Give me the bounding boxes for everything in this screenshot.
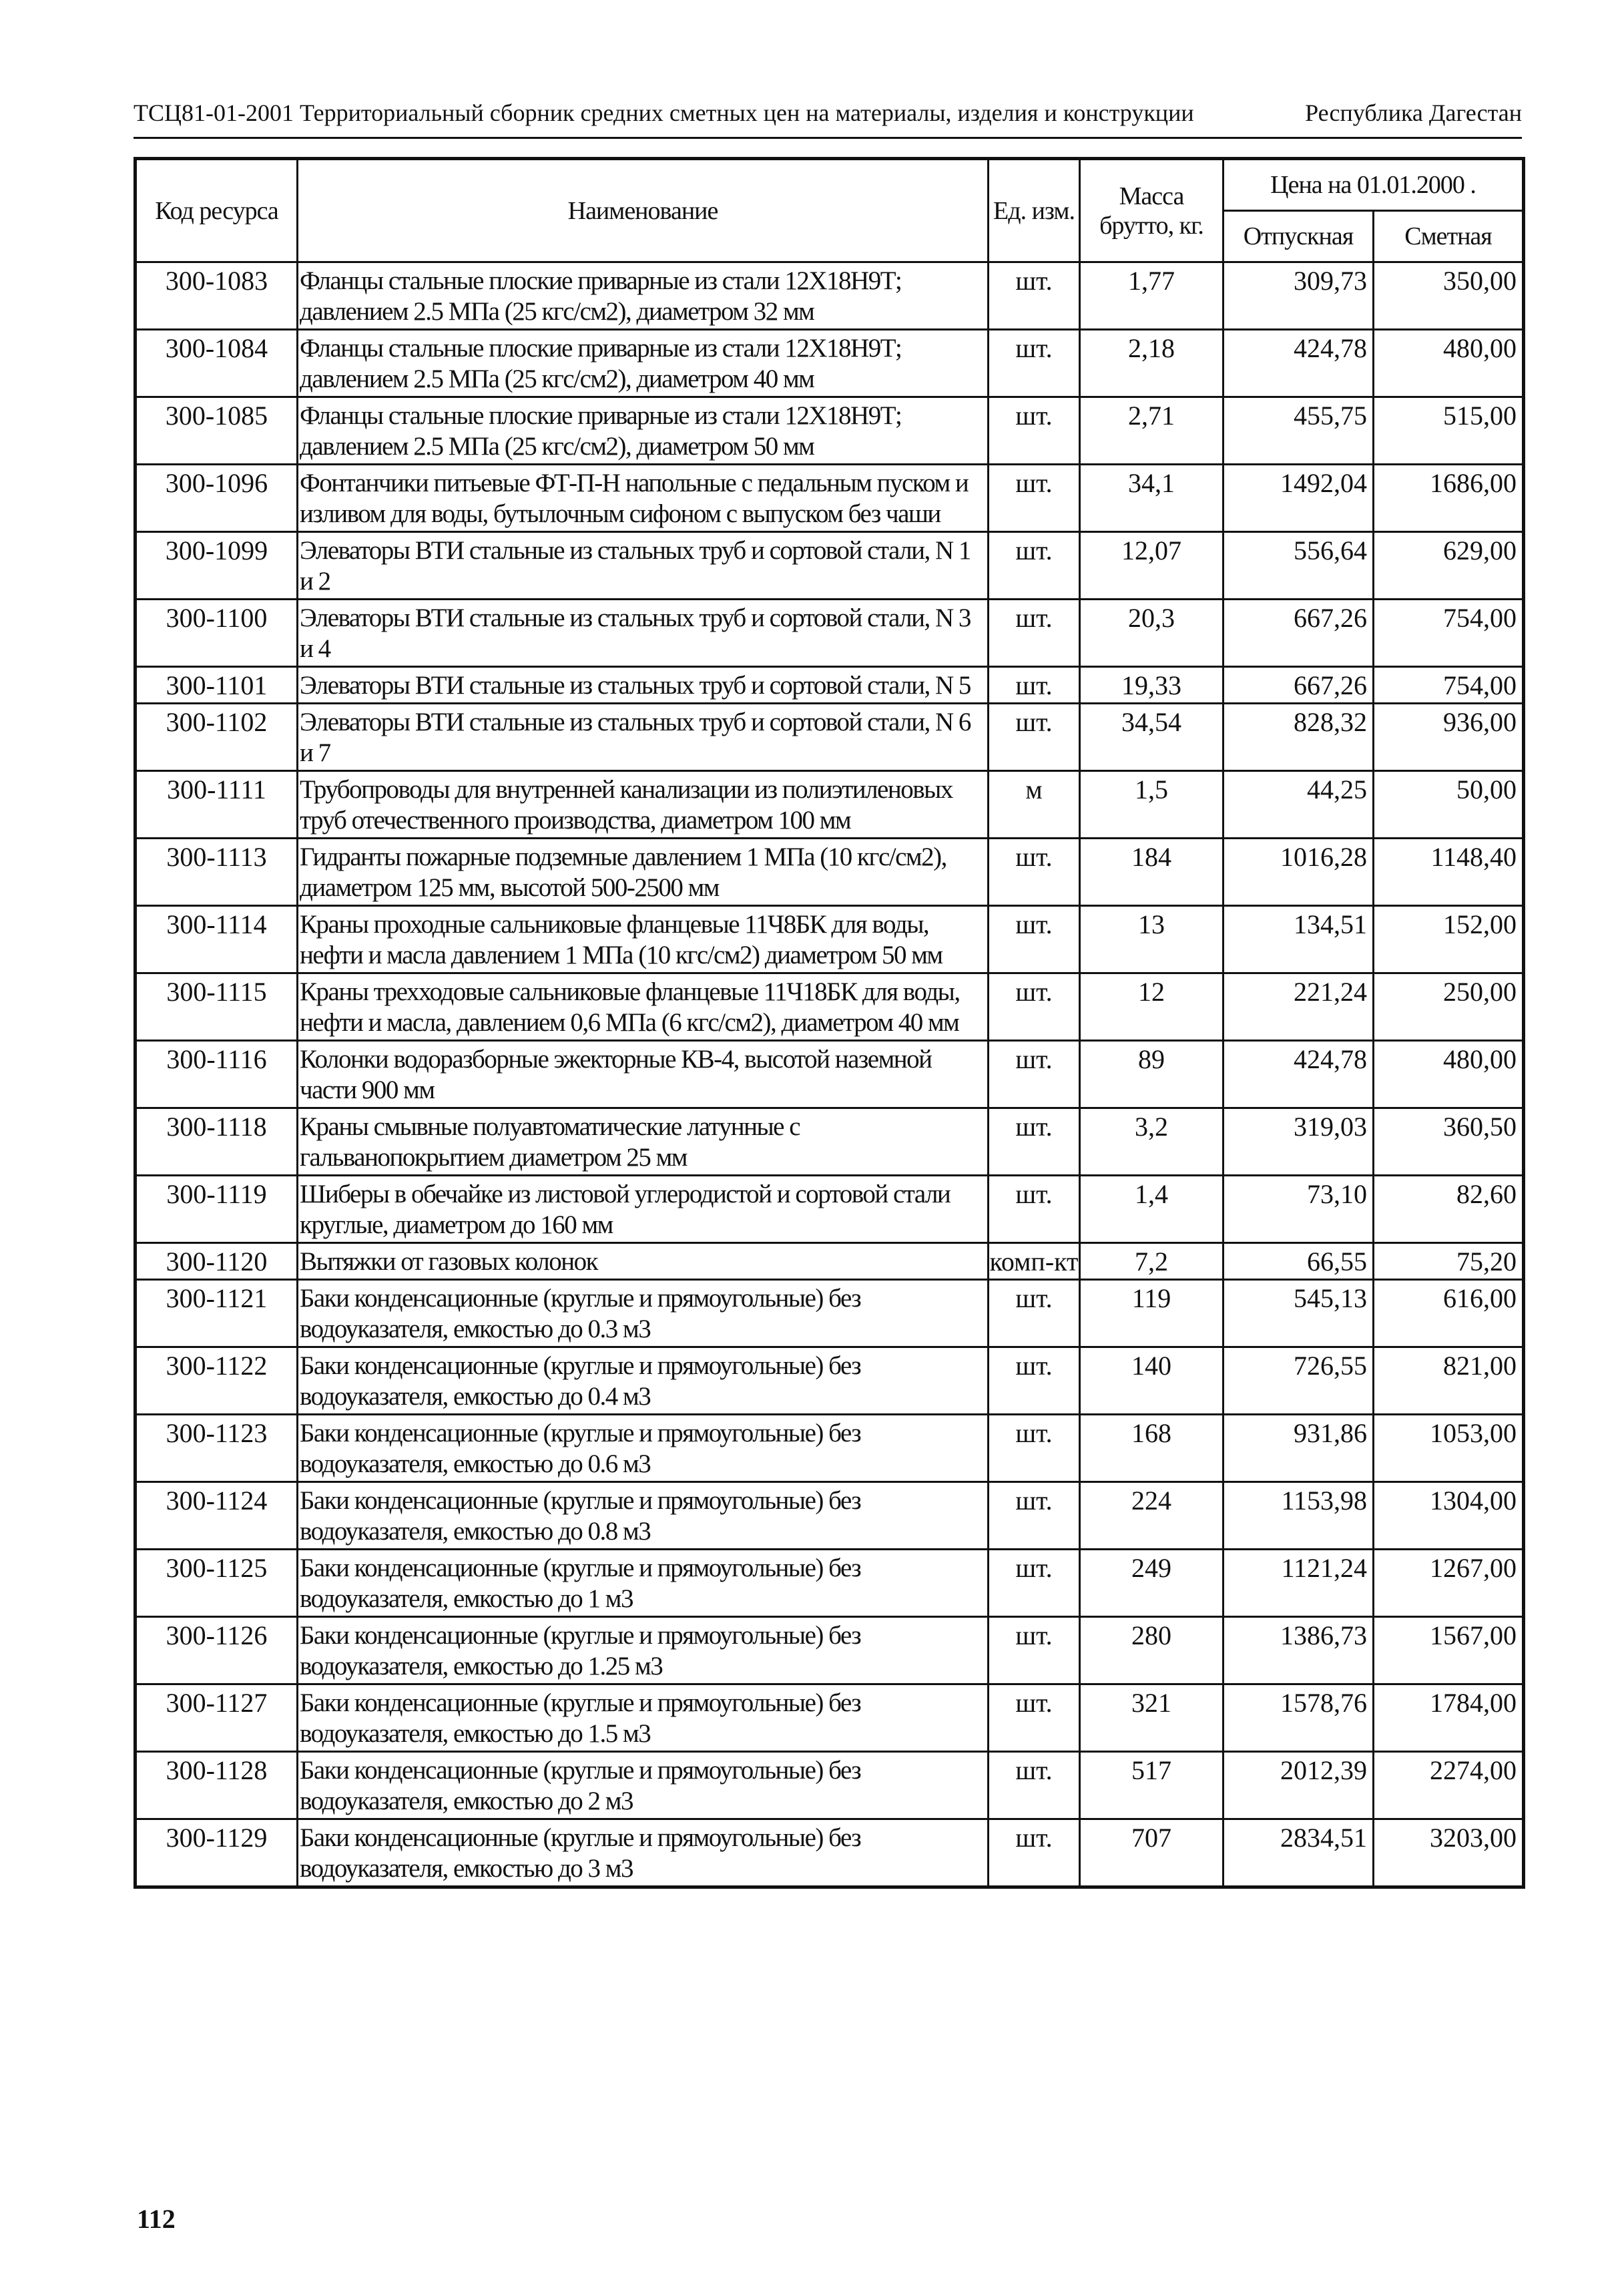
price-table-container [133,157,1522,1889]
cell-code: 300-1124 [136,1482,298,1550]
table-row [136,667,1524,704]
cell-unit: м [989,771,1080,839]
cell-code: 300-1115 [136,973,298,1041]
page-number: 112 [137,2204,176,2234]
cell-mass: 517 [1080,1752,1224,1819]
cell-mass: 12 [1080,973,1224,1041]
column-header-code: Код ресурса [136,159,298,262]
cell-release-price: 667,26 [1224,600,1374,667]
table-row [136,839,1524,906]
cell-name: Элеваторы ВТИ стальные из стальных труб и сортовой стали, N 3 и 4 [298,600,989,667]
cell-release-price: 424,78 [1224,330,1374,397]
price-table [133,157,1525,1889]
cell-unit: шт. [989,1819,1080,1887]
cell-name: Баки конденсационные (круглые и прямоугольные) без водоуказателя, емкостью до 0.4 м3 [298,1347,989,1415]
cell-release-price: 2834,51 [1224,1819,1374,1887]
cell-code: 300-1111 [136,771,298,839]
cell-unit: шт. [989,1617,1080,1684]
cell-code: 300-1121 [136,1280,298,1347]
cell-mass: 7,2 [1080,1243,1224,1280]
cell-mass: 1,4 [1080,1176,1224,1243]
table-row [136,532,1524,600]
table-row [136,1550,1524,1617]
cell-code: 300-1100 [136,600,298,667]
cell-code: 300-1113 [136,839,298,906]
cell-mass: 34,1 [1080,465,1224,532]
cell-release-price: 44,25 [1224,771,1374,839]
cell-name: Баки конденсационные (круглые и прямоугольные) без водоуказателя, емкостью до 0.3 м3 [298,1280,989,1347]
cell-code: 300-1116 [136,1041,298,1108]
cell-unit: комп-кт [989,1243,1080,1280]
cell-unit: шт. [989,1550,1080,1617]
cell-mass: 2,18 [1080,330,1224,397]
cell-release-price: 66,55 [1224,1243,1374,1280]
cell-mass: 3,2 [1080,1108,1224,1176]
cell-code: 300-1127 [136,1684,298,1752]
cell-release-price: 1121,24 [1224,1550,1374,1617]
cell-name: Вытяжки от газовых колонок [298,1243,989,1280]
cell-name: Шиберы в обечайке из листовой углеродистой и сортовой стали круглые, диаметром до 160 мм [298,1176,989,1243]
cell-mass: 184 [1080,839,1224,906]
cell-code: 300-1123 [136,1415,298,1482]
cell-unit: шт. [989,1108,1080,1176]
cell-name: Колонки водоразборные эжекторные КВ-4, высотой наземной части 900 мм [298,1041,989,1108]
cell-name: Элеваторы ВТИ стальные из стальных труб и сортовой стали, N 5 [298,667,989,704]
cell-mass: 2,71 [1080,397,1224,465]
column-header-name: Наименование [298,159,989,262]
cell-estimate-price: 754,00 [1374,667,1524,704]
table-row [136,465,1524,532]
column-header-estimate-price: Сметная [1374,211,1524,262]
cell-mass: 19,33 [1080,667,1224,704]
cell-release-price: 134,51 [1224,906,1374,973]
column-header-price: Цена на 01.01.2000 . [1224,159,1524,211]
cell-name: Гидранты пожарные подземные давлением 1 МПа (10 кгс/см2), диаметром 125 мм, высотой 500-2500 мм [298,839,989,906]
cell-release-price: 424,78 [1224,1041,1374,1108]
table-row [136,1108,1524,1176]
cell-unit: шт. [989,973,1080,1041]
cell-estimate-price: 50,00 [1374,771,1524,839]
cell-release-price: 1016,28 [1224,839,1374,906]
cell-code: 300-1119 [136,1176,298,1243]
cell-release-price: 1153,98 [1224,1482,1374,1550]
cell-name: Баки конденсационные (круглые и прямоугольные) без водоуказателя, емкостью до 0.8 м3 [298,1482,989,1550]
cell-release-price: 1492,04 [1224,465,1374,532]
table-row [136,330,1524,397]
cell-name: Баки конденсационные (круглые и прямоугольные) без водоуказателя, емкостью до 0.6 м3 [298,1415,989,1482]
cell-name: Фланцы стальные плоские приварные из стали 12Х18Н9Т; давлением 2.5 МПа (25 кгс/см2), диаметром 40 мм [298,330,989,397]
cell-unit: шт. [989,1752,1080,1819]
table-row [136,704,1524,771]
cell-unit: шт. [989,839,1080,906]
cell-name: Элеваторы ВТИ стальные из стальных труб и сортовой стали, N 6 и 7 [298,704,989,771]
cell-mass: 12,07 [1080,532,1224,600]
cell-estimate-price: 2274,00 [1374,1752,1524,1819]
header-divider [133,137,1522,139]
cell-name: Трубопроводы для внутренней канализации из полиэтиленовых труб отечественного производства, диаметром 100 мм [298,771,989,839]
cell-release-price: 667,26 [1224,667,1374,704]
table-row [136,973,1524,1041]
table-row [136,1684,1524,1752]
cell-code: 300-1083 [136,262,298,330]
cell-estimate-price: 515,00 [1374,397,1524,465]
cell-mass: 34,54 [1080,704,1224,771]
cell-mass: 119 [1080,1280,1224,1347]
cell-code: 300-1085 [136,397,298,465]
cell-unit: шт. [989,1684,1080,1752]
cell-estimate-price: 616,00 [1374,1280,1524,1347]
column-header-release-price: Отпускная [1224,211,1374,262]
cell-release-price: 73,10 [1224,1176,1374,1243]
cell-code: 300-1120 [136,1243,298,1280]
cell-mass: 707 [1080,1819,1224,1887]
cell-unit: шт. [989,465,1080,532]
cell-unit: шт. [989,1415,1080,1482]
cell-estimate-price: 754,00 [1374,600,1524,667]
cell-unit: шт. [989,397,1080,465]
table-row [136,906,1524,973]
cell-estimate-price: 1148,40 [1374,839,1524,906]
cell-code: 300-1129 [136,1819,298,1887]
cell-release-price: 931,86 [1224,1415,1374,1482]
table-row [136,1617,1524,1684]
cell-unit: шт. [989,704,1080,771]
cell-mass: 13 [1080,906,1224,973]
cell-unit: шт. [989,667,1080,704]
cell-mass: 1,77 [1080,262,1224,330]
table-row [136,262,1524,330]
cell-unit: шт. [989,532,1080,600]
cell-name: Фланцы стальные плоские приварные из стали 12Х18Н9Т; давлением 2.5 МПа (25 кгс/см2), диаметром 50 мм [298,397,989,465]
cell-code: 300-1114 [136,906,298,973]
cell-estimate-price: 1304,00 [1374,1482,1524,1550]
cell-mass: 20,3 [1080,600,1224,667]
column-header-mass: Масса брутто, кг. [1080,159,1224,262]
table-row [136,1482,1524,1550]
cell-code: 300-1128 [136,1752,298,1819]
table-row [136,1041,1524,1108]
cell-mass: 224 [1080,1482,1224,1550]
cell-estimate-price: 1567,00 [1374,1617,1524,1684]
cell-name: Баки конденсационные (круглые и прямоугольные) без водоуказателя, емкостью до 1.5 м3 [298,1684,989,1752]
header-region: Республика Дагестан [1305,99,1522,126]
cell-name: Краны проходные сальниковые фланцевые 11Ч8БК для воды, нефти и масла давлением 1 МПа (10 кгс/см2) диаметром 50 мм [298,906,989,973]
cell-name: Баки конденсационные (круглые и прямоугольные) без водоуказателя, емкостью до 3 м3 [298,1819,989,1887]
cell-unit: шт. [989,262,1080,330]
cell-code: 300-1126 [136,1617,298,1684]
table-row [136,1176,1524,1243]
cell-estimate-price: 629,00 [1374,532,1524,600]
cell-estimate-price: 250,00 [1374,973,1524,1041]
cell-release-price: 1386,73 [1224,1617,1374,1684]
cell-estimate-price: 1267,00 [1374,1550,1524,1617]
cell-code: 300-1084 [136,330,298,397]
column-header-unit: Ед. изм. [989,159,1080,262]
cell-unit: шт. [989,906,1080,973]
cell-estimate-price: 152,00 [1374,906,1524,973]
cell-name: Фонтанчики питьевые ФТ-П-Н напольные с педальным пуском и изливом для воды, бутылочным сифоном с выпуском без чаши [298,465,989,532]
cell-estimate-price: 936,00 [1374,704,1524,771]
cell-estimate-price: 360,50 [1374,1108,1524,1176]
cell-estimate-price: 1784,00 [1374,1684,1524,1752]
cell-release-price: 828,32 [1224,704,1374,771]
cell-unit: шт. [989,1041,1080,1108]
cell-mass: 1,5 [1080,771,1224,839]
cell-estimate-price: 3203,00 [1374,1819,1524,1887]
cell-mass: 168 [1080,1415,1224,1482]
cell-mass: 89 [1080,1041,1224,1108]
cell-mass: 249 [1080,1550,1224,1617]
table-row [136,1819,1524,1887]
cell-code: 300-1096 [136,465,298,532]
cell-name: Фланцы стальные плоские приварные из стали 12Х18Н9Т; давлением 2.5 МПа (25 кгс/см2), диаметром 32 мм [298,262,989,330]
table-row [136,1415,1524,1482]
table-row [136,1347,1524,1415]
table-row [136,1280,1524,1347]
cell-release-price: 545,13 [1224,1280,1374,1347]
cell-estimate-price: 821,00 [1374,1347,1524,1415]
cell-estimate-price: 350,00 [1374,262,1524,330]
cell-release-price: 455,75 [1224,397,1374,465]
cell-code: 300-1099 [136,532,298,600]
table-row [136,1243,1524,1280]
cell-estimate-price: 1686,00 [1374,465,1524,532]
cell-release-price: 2012,39 [1224,1752,1374,1819]
cell-unit: шт. [989,330,1080,397]
cell-name: Краны смывные полуавтоматические латунные с гальванопокрытием диаметром 25 мм [298,1108,989,1176]
cell-estimate-price: 480,00 [1374,1041,1524,1108]
cell-estimate-price: 480,00 [1374,330,1524,397]
cell-estimate-price: 1053,00 [1374,1415,1524,1482]
cell-code: 300-1118 [136,1108,298,1176]
cell-unit: шт. [989,1482,1080,1550]
cell-release-price: 726,55 [1224,1347,1374,1415]
cell-release-price: 309,73 [1224,262,1374,330]
cell-release-price: 1578,76 [1224,1684,1374,1752]
table-row [136,397,1524,465]
cell-name: Баки конденсационные (круглые и прямоугольные) без водоуказателя, емкостью до 2 м3 [298,1752,989,1819]
cell-name: Элеваторы ВТИ стальные из стальных труб и сортовой стали, N 1 и 2 [298,532,989,600]
cell-mass: 140 [1080,1347,1224,1415]
cell-unit: шт. [989,600,1080,667]
cell-mass: 280 [1080,1617,1224,1684]
table-body [136,262,1524,1887]
table-row [136,600,1524,667]
cell-unit: шт. [989,1347,1080,1415]
cell-release-price: 221,24 [1224,973,1374,1041]
page-header [133,99,1522,127]
cell-estimate-price: 82,60 [1374,1176,1524,1243]
cell-code: 300-1122 [136,1347,298,1415]
cell-release-price: 556,64 [1224,532,1374,600]
cell-code: 300-1101 [136,667,298,704]
cell-code: 300-1102 [136,704,298,771]
cell-name: Краны трехходовые сальниковые фланцевые 11Ч18БК для воды, нефти и масла, давлением 0,6 МПа (6 кгс/см2), диаметром 40 мм [298,973,989,1041]
cell-code: 300-1125 [136,1550,298,1617]
cell-name: Баки конденсационные (круглые и прямоугольные) без водоуказателя, емкостью до 1 м3 [298,1550,989,1617]
cell-name: Баки конденсационные (круглые и прямоугольные) без водоуказателя, емкостью до 1.25 м3 [298,1617,989,1684]
cell-release-price: 319,03 [1224,1108,1374,1176]
table-row [136,771,1524,839]
cell-unit: шт. [989,1176,1080,1243]
cell-estimate-price: 75,20 [1374,1243,1524,1280]
cell-mass: 321 [1080,1684,1224,1752]
table-row [136,1752,1524,1819]
cell-unit: шт. [989,1280,1080,1347]
header-title: ТСЦ81-01-2001 Территориальный сборник средних сметных цен на материалы, изделия и конструкции [133,99,1194,126]
